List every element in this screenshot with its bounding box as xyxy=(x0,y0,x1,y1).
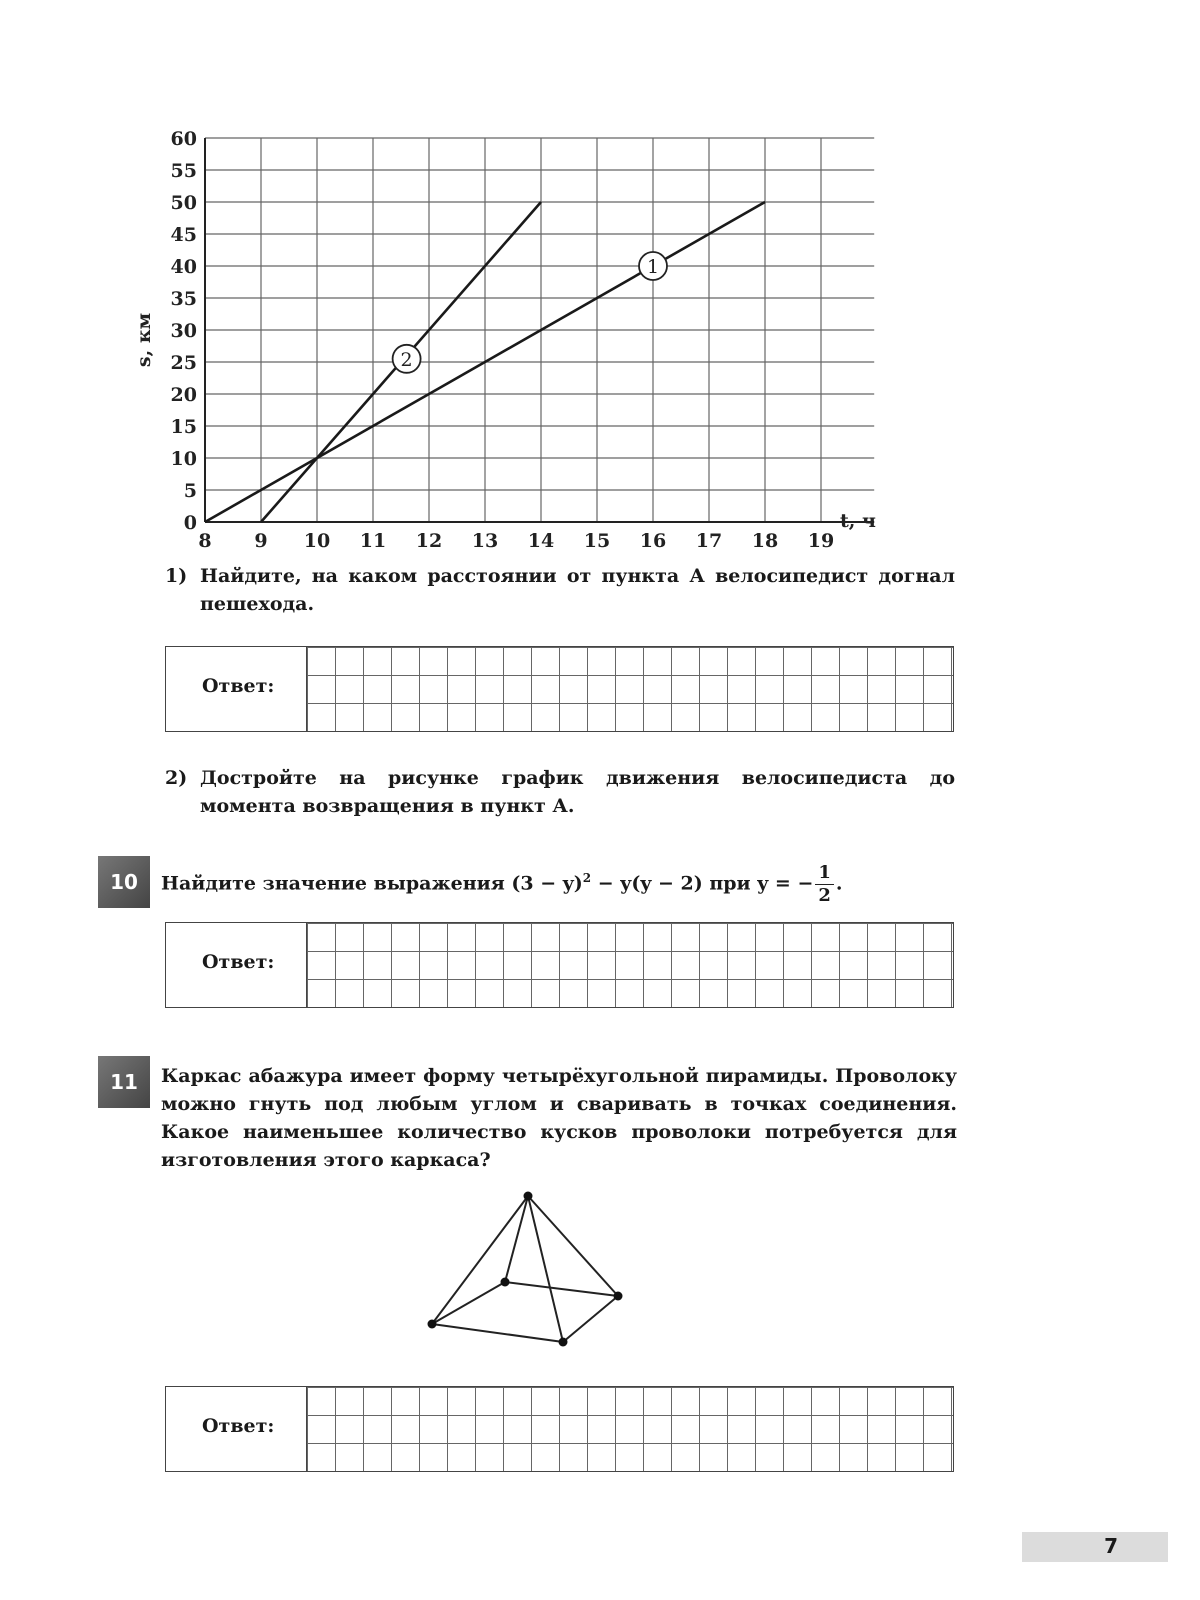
expression-power: 2 xyxy=(582,871,592,886)
answer-box-10[interactable] xyxy=(165,922,954,1008)
answer-cells[interactable] xyxy=(306,923,953,1007)
y-tick-label: 20 xyxy=(170,384,197,406)
expression-middle: − y(y − 2) при y = − xyxy=(591,872,814,895)
y-tick-label: 45 xyxy=(170,224,197,246)
x-tick-label: 9 xyxy=(254,530,268,550)
x-axis-label: t, ч xyxy=(840,510,876,532)
y-tick-label: 15 xyxy=(170,416,197,438)
q2-number: 2) xyxy=(165,767,188,789)
series-label-2: 2 xyxy=(400,348,413,371)
answer-cells[interactable] xyxy=(306,1387,953,1471)
expression-prefix: Найдите значение выражения (3 − y) xyxy=(161,872,583,895)
x-tick-label: 19 xyxy=(807,530,835,550)
y-tick-label: 5 xyxy=(183,480,197,502)
task10-text xyxy=(161,862,961,907)
y-tick-label: 60 xyxy=(170,128,197,150)
x-tick-label: 15 xyxy=(583,530,611,550)
y-tick-label: 10 xyxy=(170,448,197,470)
y-tick-label: 40 xyxy=(170,256,197,278)
x-tick-label: 12 xyxy=(415,530,443,550)
answer-label: Ответ: xyxy=(202,951,275,973)
task11-text: Каркас абажура имеет форму четырёхугольной пирамиды. Проволоку можно гнуть под любым углом и сваривать в точках соединения. Какое наименьшее количество кусков проволоки потребуется для изготовления этого каркаса? xyxy=(161,1065,957,1171)
task9-q2 xyxy=(165,764,955,820)
page-number-bar xyxy=(1022,1532,1168,1562)
task9-q1 xyxy=(165,562,955,618)
y-tick-label: 35 xyxy=(170,288,197,310)
q1-number: 1) xyxy=(165,565,188,587)
y-tick-label: 25 xyxy=(170,352,197,374)
y-tick-label: 30 xyxy=(170,320,197,342)
answer-box-9[interactable] xyxy=(165,646,954,732)
y-tick-label: 50 xyxy=(170,192,197,214)
x-tick-label: 16 xyxy=(639,530,667,550)
distance-time-chart xyxy=(120,110,920,550)
x-tick-label: 14 xyxy=(527,530,555,550)
x-tick-label: 13 xyxy=(471,530,499,550)
series-label-1: 1 xyxy=(646,256,660,278)
fraction-denominator: 2 xyxy=(818,885,831,906)
x-tick-label: 18 xyxy=(751,530,779,550)
expression-end: . xyxy=(835,872,843,895)
page-number: 7 xyxy=(1104,1534,1118,1558)
task-number-badge: 11 xyxy=(98,1056,150,1108)
x-tick-label: 10 xyxy=(303,530,331,550)
task-number-badge: 10 xyxy=(98,856,150,908)
y-tick-label: 55 xyxy=(170,160,197,182)
fraction xyxy=(815,862,834,907)
pyramid-figure xyxy=(420,1190,640,1360)
q1-text: Найдите, на каком расстоянии от пункта А велосипедист догнал пешехода. xyxy=(200,565,955,615)
x-tick-label: 11 xyxy=(359,530,387,550)
answer-label: Ответ: xyxy=(202,1415,275,1437)
x-tick-label: 17 xyxy=(695,530,723,550)
x-tick-label: 8 xyxy=(198,530,212,550)
fraction-numerator: 1 xyxy=(815,862,834,885)
y-tick-label: 0 xyxy=(183,512,197,534)
answer-cells[interactable] xyxy=(306,647,953,731)
answer-label: Ответ: xyxy=(202,675,275,697)
q2-text: Достройте на рисунке график движения велосипедиста до момента возвращения в пункт А. xyxy=(200,767,955,817)
answer-box-11[interactable] xyxy=(165,1386,954,1472)
y-axis-label: s, км xyxy=(133,312,155,368)
